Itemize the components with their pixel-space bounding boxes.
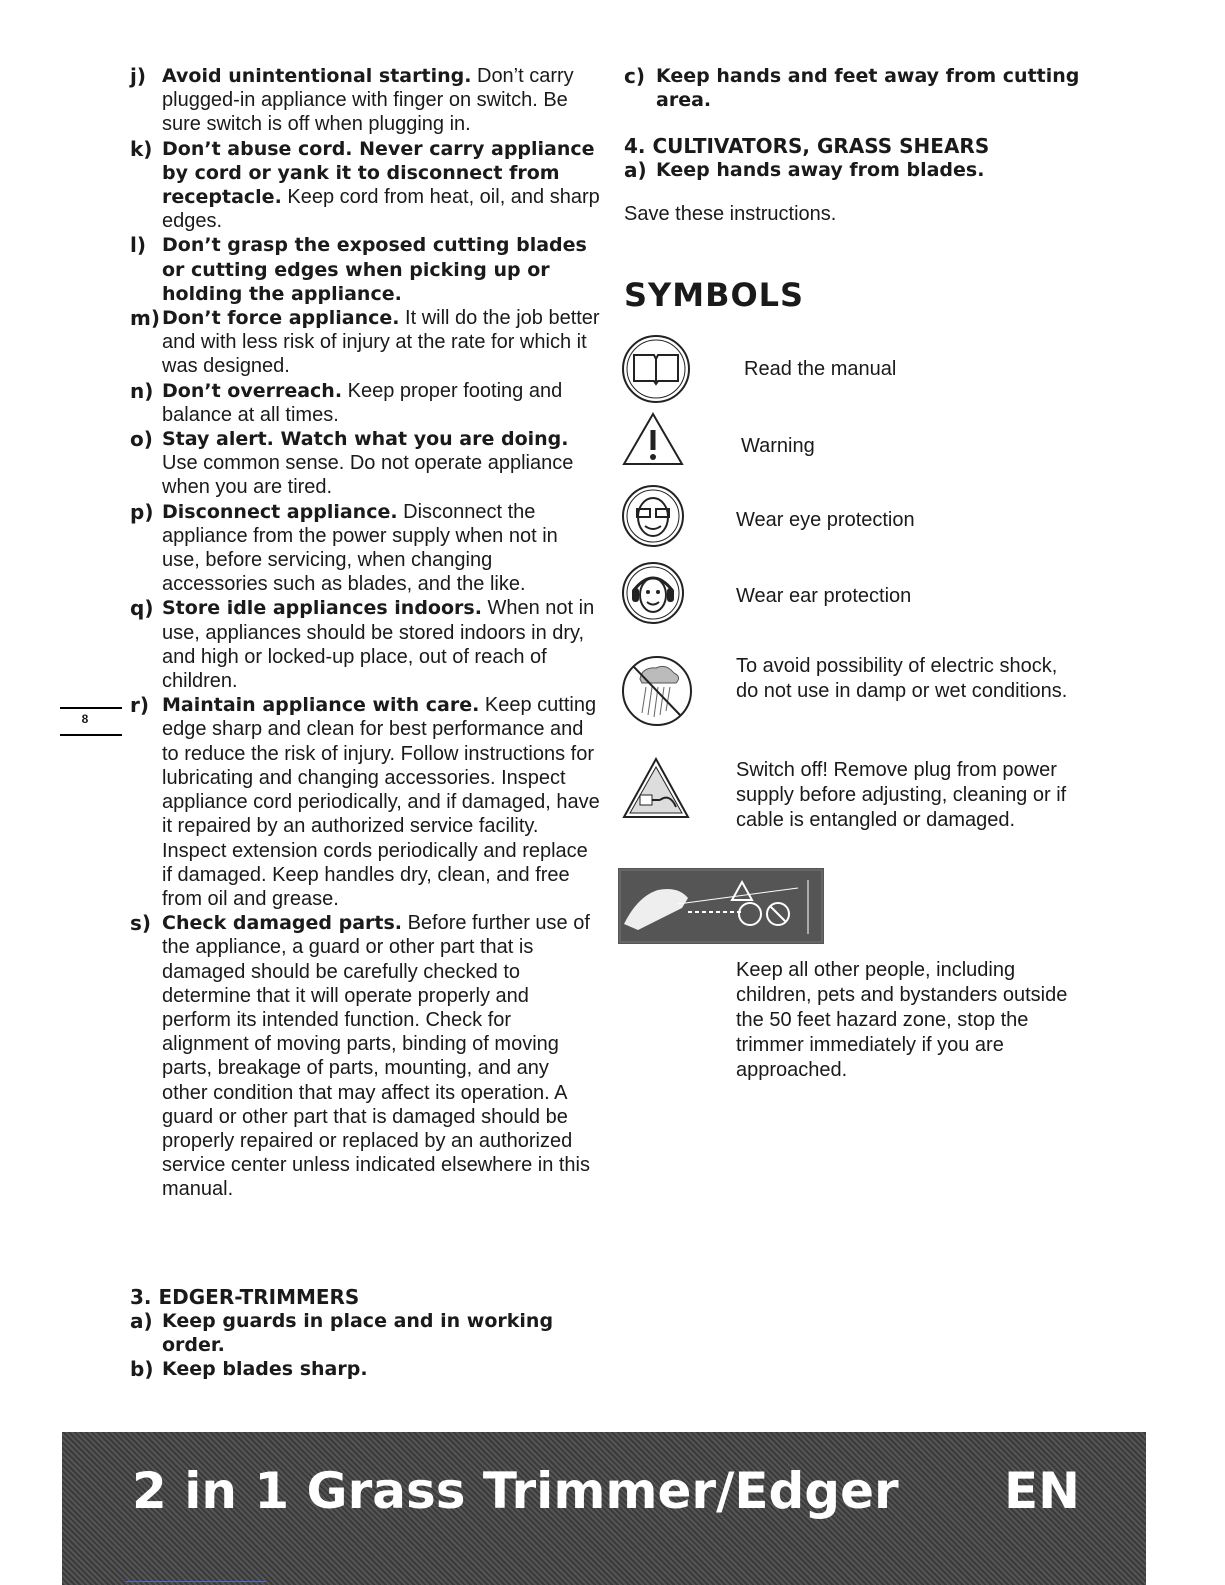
list-item [624,158,1094,182]
item-heading: Keep blades sharp. [162,1358,368,1381]
symbol-ear-protection [620,560,912,631]
list-item [130,306,600,379]
item-letter: p) [130,499,154,524]
symbol-text: Keep all other people, including children, pets and bystanders outside the 50 feet hazard zone, stop the trimmer immediately if you are approached. [736,959,1068,1081]
symbol-text: Warning [741,435,815,457]
symbol-text: Wear ear protection [736,585,912,607]
item-text: Keep cord from heat, oil, and sharp edges. [162,186,600,233]
symbol-no-rain [620,651,1068,736]
eye-protection-icon [620,483,686,549]
item-heading: Keep hands away from blades. [656,159,985,182]
item-letter: s) [130,911,152,936]
symbol-warning [620,410,815,473]
list-item [130,64,600,137]
item-text: Keep proper footing and balance at all times. [162,379,563,426]
item-text: Disconnect the appliance from the power supply when not in use, before servicing, when changing accessories such as blades, and the like. [162,500,558,596]
item-letter: b) [130,1357,154,1382]
item-text: Use common sense. Do not operate appliance when you are tired. [162,452,574,499]
symbol-text: Read the manual [744,358,897,380]
item-heading: Stay alert. Watch what you are doing. [162,428,569,451]
save-instructions: Save these instructions. [624,202,837,225]
page-number: 8 [48,712,122,726]
unplug-warning-icon [620,755,692,821]
item-text: It will do the job better and with less risk of injury at the rate for which it was designed. [162,307,600,378]
item-letter: j) [130,64,146,88]
item-heading: Keep hands and feet away from cutting area. [656,65,1080,112]
item-letter: a) [624,158,647,183]
list-item [130,137,600,234]
item-heading: Don’t grasp the exposed cutting blades or cutting edges when picking up or holding the appliance. [162,234,587,305]
item-letter: o) [130,427,153,452]
item-heading: Don’t overreach. [162,379,343,402]
list-item [130,1357,600,1381]
item-letter: m) [130,306,160,331]
no-rain-icon [620,651,694,731]
symbol-eye-protection [620,483,915,554]
footer-title: 2 in 1 Grass Trimmer/Edger [132,1462,899,1520]
symbol-text: Wear eye protection [736,509,915,531]
list-item [130,1309,600,1357]
divider [126,1581,266,1582]
list-item [130,500,600,597]
list-item [130,427,600,500]
section-edger-trimmers [130,1285,600,1382]
hazard-zone-icon [618,868,824,944]
section-heading: 3. EDGER-TRIMMERS [130,1285,360,1309]
item-heading: Don’t abuse cord. Never carry appliance by cord or yank it to disconnect from receptacle. [162,137,595,209]
item-letter: n) [130,378,154,403]
symbol-text: To avoid possibility of electric shock, do not use in damp or wet conditions. [736,655,1068,702]
symbol-read-manual [620,333,897,410]
list-item [130,596,600,693]
item-text: Keep cutting edge sharp and clean for best performance and to reduce the risk of injury. Follow instructions for lubricating and changing accessories. Inspect appliance cord periodically, and if damaged, have it repaired by an authorized service facility. Inspect extension cords periodically and replace if damaged. Keep handles dry, clean, and free from oil and grease. [162,694,600,910]
ear-protection-icon [620,560,686,626]
item-letter: c) [624,64,645,88]
item-heading: Store idle appliances indoors. [162,597,482,620]
item-letter: r) [130,693,150,718]
item-heading: Keep guards in place and in working order. [162,1310,554,1357]
footer-banner [62,1432,1146,1585]
item-text: Don’t carry plugged-in appliance with finger on switch. Be sure switch is off when plugging in. [162,65,574,136]
list-item [130,233,600,306]
item-letter: l) [130,233,146,258]
item-text: Before further use of the appliance, a guard or other part that is damaged should be carefully checked to determine that it will operate properly and perform its intended function. Check for alignment of moving parts, binding of moving parts, breakage of parts, mounting, and any other condition that may affect its operation. A guard or other part that is damaged should be properly repaired or replaced by an authorized service center unless indicated elsewhere in this manual. [162,912,590,1201]
item-letter: q) [130,596,154,621]
left-column [130,64,600,1202]
right-column [624,64,1094,314]
item-heading: Check damaged parts. [162,912,403,935]
item-letter: a) [130,1309,153,1333]
item-heading: Maintain appliance with care. [162,694,480,717]
read-manual-icon [620,333,692,405]
language-code: EN [1003,1462,1080,1520]
symbol-text: Switch off! Remove plug from power supply before adjusting, cleaning or if cable is entangled or damaged. [736,759,1067,831]
list-item [130,911,600,1201]
item-letter: k) [130,136,153,161]
section-heading: 4. CULTIVATORS, GRASS SHEARS [624,134,990,159]
list-item [130,693,600,911]
item-text: When not in use, appliances should be stored indoors in dry, and high or locked-up place, out of reach of children. [162,597,595,693]
item-heading: Disconnect appliance. [162,500,398,523]
symbols-title: SYMBOLS [624,275,805,314]
warning-icon [620,410,686,468]
symbol-unplug-warning [620,755,1067,831]
list-item [130,379,600,427]
symbol-hazard-zone [618,868,1068,1081]
item-heading: Don’t force appliance. [162,307,400,330]
list-item [624,64,1094,112]
item-heading: Avoid unintentional starting. [162,65,472,87]
